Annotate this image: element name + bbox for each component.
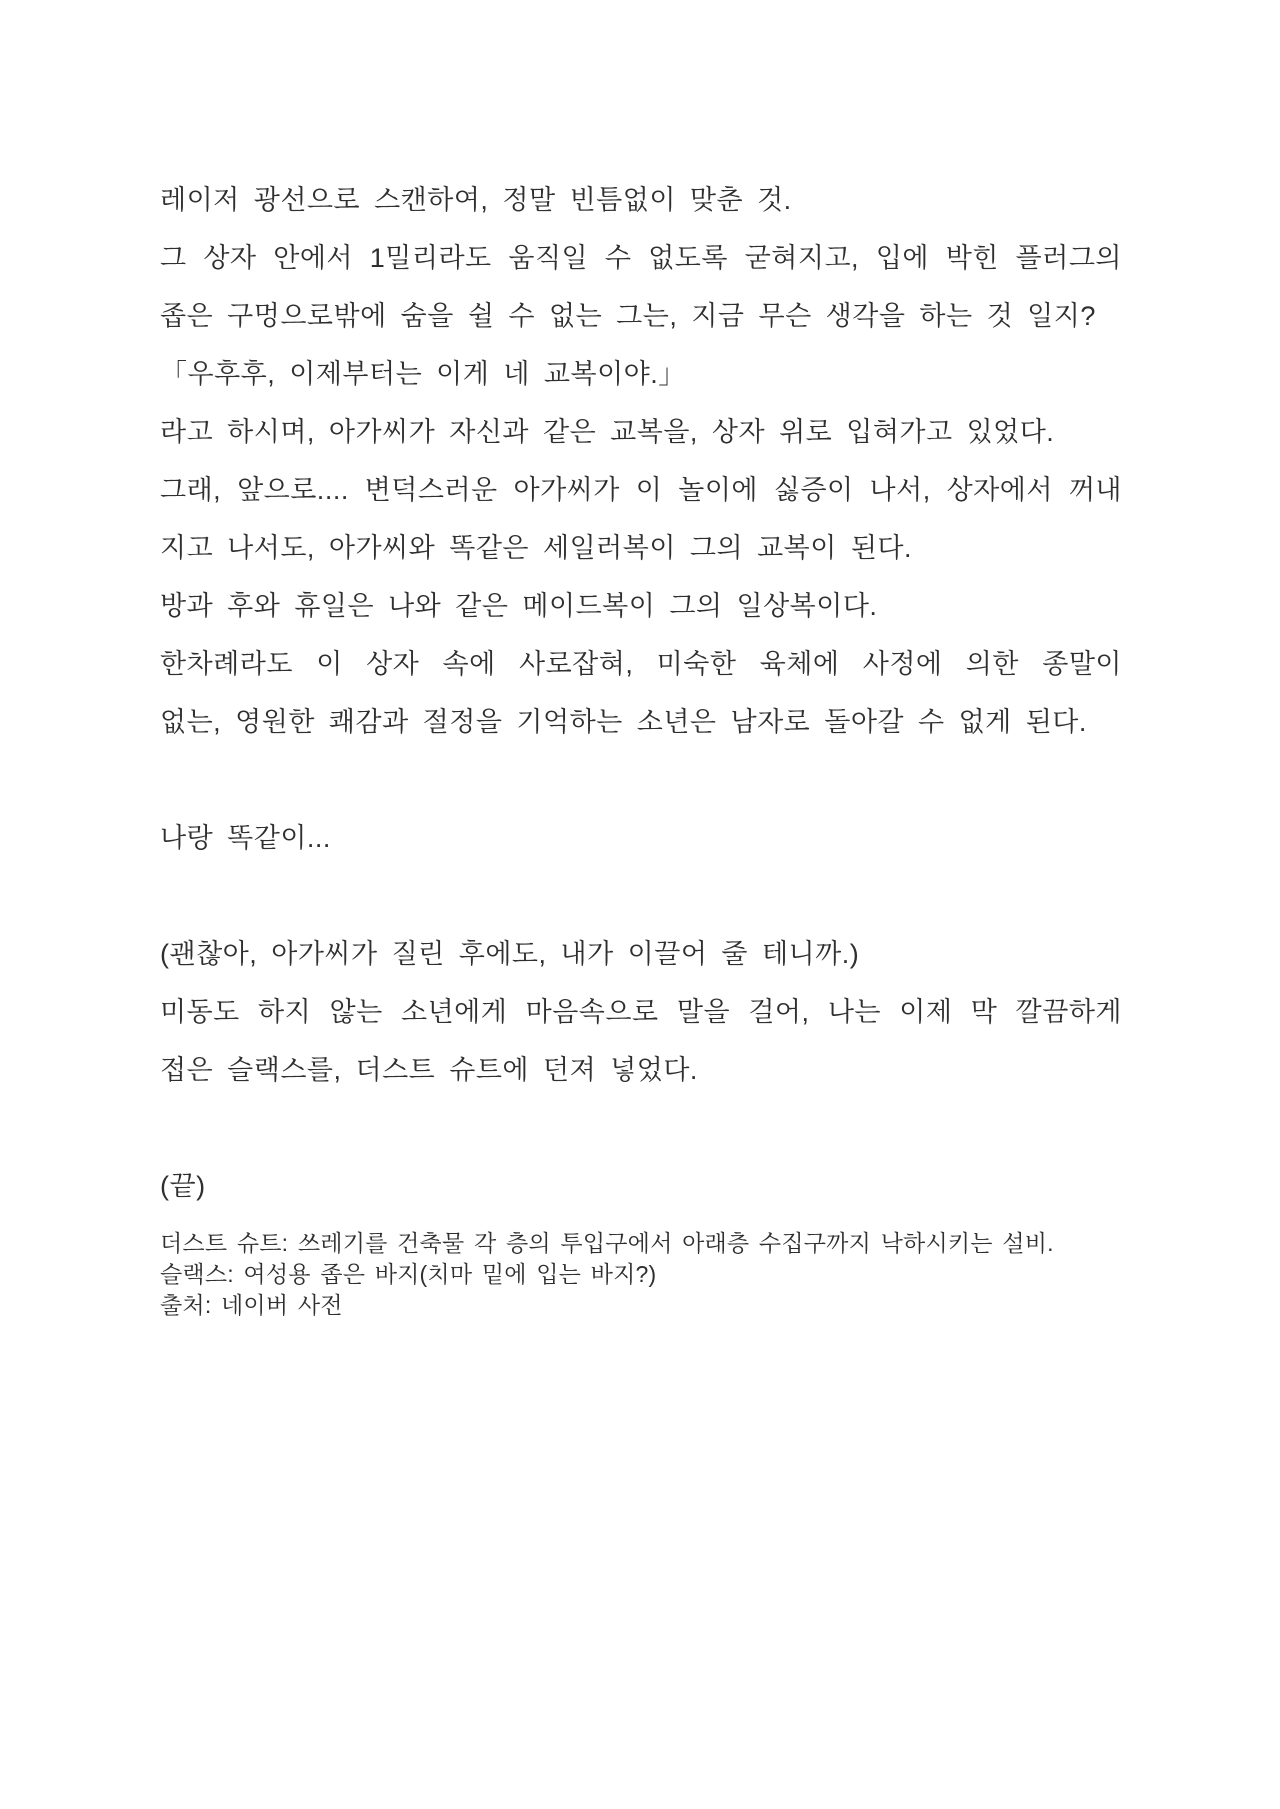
text-line: 라고 하시며, 아가씨가 자신과 같은 교복을, 상자 위로 입혀가고 있었다. (160, 417, 1055, 447)
text-line: 그 상자 안에서 1밀리라도 움직일 수 없도록 굳혀지고, 입에 박힌 플러그의 (160, 243, 1122, 273)
blank-line (160, 751, 1122, 809)
text-line-parenthetical: (괜찮아, 아가씨가 질린 후에도, 내가 이끌어 줄 테니까.) (160, 939, 860, 969)
footnotes-block (160, 1228, 1122, 1321)
document-body (160, 171, 1122, 1321)
text-line-quote: 「우후후, 이제부터는 이게 네 교복이야.」 (160, 359, 686, 389)
text-line: 레이저 광선으로 스캔하여, 정말 빈틈없이 맞춘 것. (160, 185, 792, 215)
blank-line (160, 867, 1122, 925)
text-line: 접은 슬랙스를, 더스트 슈트에 던져 넣었다. (160, 1055, 698, 1085)
text-line: 없는, 영원한 쾌감과 절정을 기억하는 소년은 남자로 돌아갈 수 없게 된다. (160, 707, 1087, 737)
footnote-line: 더스트 슈트: 쓰레기를 건축물 각 층의 투입구에서 아래층 수집구까지 낙하시키는 설비. (160, 1230, 1054, 1256)
footnote-line: 출처: 네이버 사전 (160, 1292, 343, 1318)
text-line: 나랑 똑같이... (160, 823, 331, 853)
text-line: 좁은 구멍으로밖에 숨을 쉴 수 없는 그는, 지금 무슨 생각을 하는 것 일지? (160, 301, 1096, 331)
text-line: 한차례라도 이 상자 속에 사로잡혀, 미숙한 육체에 사정에 의한 종말이 (160, 649, 1122, 679)
text-line: 미동도 하지 않는 소년에게 마음속으로 말을 걸어, 나는 이제 막 깔끔하게 (160, 997, 1122, 1027)
blank-line (160, 1099, 1122, 1157)
text-line: 그래, 앞으로.... 변덕스러운 아가씨가 이 놀이에 싫증이 나서, 상자에서 꺼내 (160, 475, 1122, 505)
footnote-line: 슬랙스: 여성용 좁은 바지(치마 밑에 입는 바지?) (160, 1261, 657, 1287)
text-line-end-marker: (끝) (160, 1171, 206, 1201)
text-line: 지고 나서도, 아가씨와 똑같은 세일러복이 그의 교복이 된다. (160, 533, 912, 563)
text-line: 방과 후와 휴일은 나와 같은 메이드복이 그의 일상복이다. (160, 591, 878, 621)
